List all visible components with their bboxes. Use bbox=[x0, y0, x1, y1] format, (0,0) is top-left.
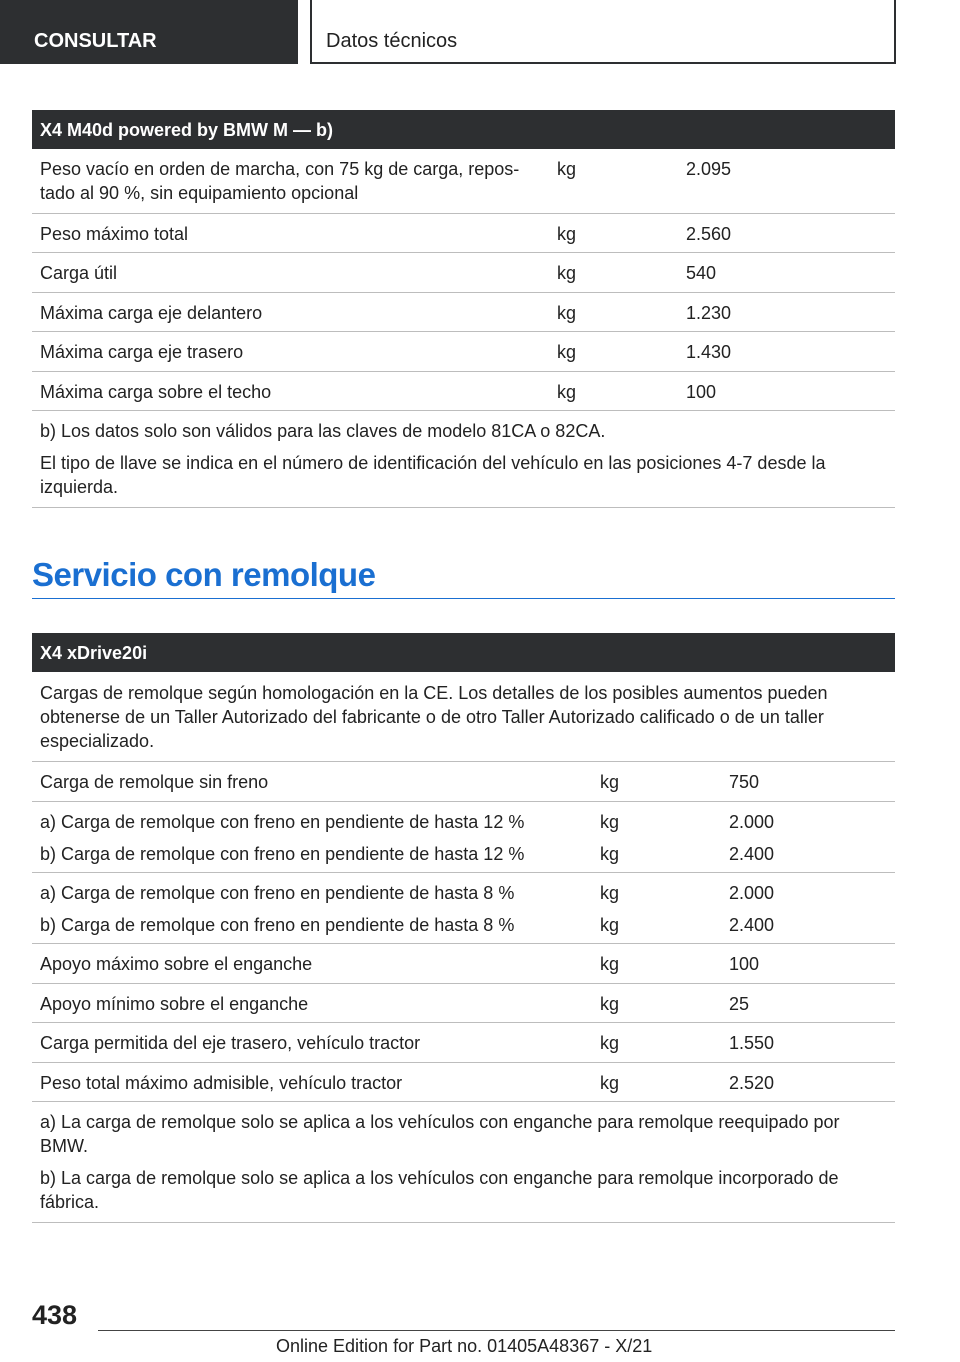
row-value: 1.550 bbox=[729, 1033, 775, 1053]
section-title: Servicio con remolque bbox=[32, 556, 895, 599]
table-row bbox=[32, 1023, 895, 1063]
row-label: Máxima carga eje delantero bbox=[40, 303, 263, 323]
table-row bbox=[32, 149, 895, 214]
row-label: Apoyo mínimo sobre el enganche bbox=[40, 994, 309, 1014]
table-row bbox=[32, 293, 895, 332]
page-header bbox=[0, 0, 960, 66]
table-footnotes bbox=[32, 1102, 895, 1223]
row-value: 2.000 2.400 bbox=[729, 883, 775, 935]
row-unit: kg bbox=[557, 263, 577, 283]
row-label: a) Carga de remolque con freno en pendiente de hasta 12 % b) Carga de remolque con freno en pendiente de hasta 12 % bbox=[40, 812, 525, 864]
row-value: 100 bbox=[686, 382, 717, 402]
row-value: 1.230 bbox=[686, 303, 732, 323]
row-unit: kg bbox=[600, 1073, 620, 1093]
row-label: Peso máximo total bbox=[40, 224, 189, 244]
row-unit: kg bbox=[600, 994, 620, 1014]
row-label: Carga de remolque sin freno bbox=[40, 772, 269, 792]
header-title: Datos técnicos bbox=[310, 0, 896, 64]
trailer-table bbox=[32, 633, 895, 1223]
row-unit: kg bbox=[557, 303, 577, 323]
row-unit: kg bbox=[600, 1033, 620, 1053]
table-row bbox=[32, 214, 895, 253]
page-number: 438 bbox=[32, 1300, 78, 1330]
row-value: 2.520 bbox=[729, 1073, 775, 1093]
table-row bbox=[32, 802, 895, 873]
table-footnotes bbox=[32, 411, 895, 508]
row-unit: kg bbox=[557, 382, 577, 402]
row-value: 25 bbox=[729, 994, 750, 1014]
row-value: 2.095 bbox=[686, 159, 732, 179]
row-label: Máxima carga eje trasero bbox=[40, 342, 244, 362]
row-unit: kg bbox=[557, 342, 577, 362]
table-row bbox=[32, 253, 895, 293]
row-value: 2.560 bbox=[686, 224, 732, 244]
row-label: Peso total máximo admisible, vehículo tractor bbox=[40, 1073, 403, 1093]
row-label: Máxima carga sobre el techo bbox=[40, 382, 272, 402]
table-row bbox=[32, 762, 895, 802]
row-unit: kg bbox=[557, 159, 577, 179]
header-tab: CONSULTAR bbox=[0, 0, 298, 64]
table-row bbox=[32, 984, 895, 1023]
row-value: 750 bbox=[729, 772, 760, 792]
table-row bbox=[32, 372, 895, 411]
footnote: a) La carga de remolque solo se aplica a los vehículos con enganche para remolque reequipado por BMW. bbox=[40, 1112, 840, 1156]
table-row bbox=[32, 1063, 895, 1102]
row-label: Carga útil bbox=[40, 263, 118, 283]
table-intro: Cargas de remolque según homologación en la CE. Los detalles de los posibles aumentos pueden obtenerse de un Taller Autorizado del fabricante o de otro Taller Autorizado calificado o de un taller especializado. bbox=[32, 672, 895, 762]
row-unit: kg kg bbox=[600, 812, 620, 864]
table-row bbox=[32, 332, 895, 372]
row-label: a) Carga de remolque con freno en pendiente de hasta 8 % b) Carga de remolque con freno en pendiente de hasta 8 % bbox=[40, 883, 515, 935]
row-unit: kg bbox=[600, 954, 620, 974]
edition-text: Online Edition for Part no. 01405A48367 - X/21 bbox=[276, 1336, 653, 1356]
footnote: b) Los datos solo son válidos para las claves de modelo 81CA o 82CA. bbox=[40, 421, 606, 441]
table-heading: X4 M40d powered by BMW M — b) bbox=[32, 110, 895, 149]
row-unit: kg bbox=[600, 772, 620, 792]
row-unit: kg kg bbox=[600, 883, 620, 935]
row-label: Peso vacío en orden de marcha, con 75 kg de carga, repos- tado al 90 %, sin equipamiento opcional bbox=[40, 159, 520, 203]
row-value: 100 bbox=[729, 954, 760, 974]
footer-divider bbox=[98, 1330, 895, 1331]
table-heading: X4 xDrive20i bbox=[32, 633, 895, 672]
row-value: 2.000 2.400 bbox=[729, 812, 775, 864]
table-row bbox=[32, 873, 895, 944]
footnote: b) La carga de remolque solo se aplica a los vehículos con enganche para remolque incorporado de fábrica. bbox=[40, 1168, 839, 1212]
row-label: Apoyo máximo sobre el enganche bbox=[40, 954, 313, 974]
row-label: Carga permitida del eje trasero, vehículo tractor bbox=[40, 1033, 421, 1053]
row-value: 540 bbox=[686, 263, 717, 283]
weights-table bbox=[32, 110, 895, 508]
table-row bbox=[32, 944, 895, 984]
footnote: El tipo de llave se indica en el número de identificación del vehículo en las posiciones 4-7 desde la izquierda. bbox=[40, 453, 826, 497]
row-unit: kg bbox=[557, 224, 577, 244]
row-value: 1.430 bbox=[686, 342, 732, 362]
